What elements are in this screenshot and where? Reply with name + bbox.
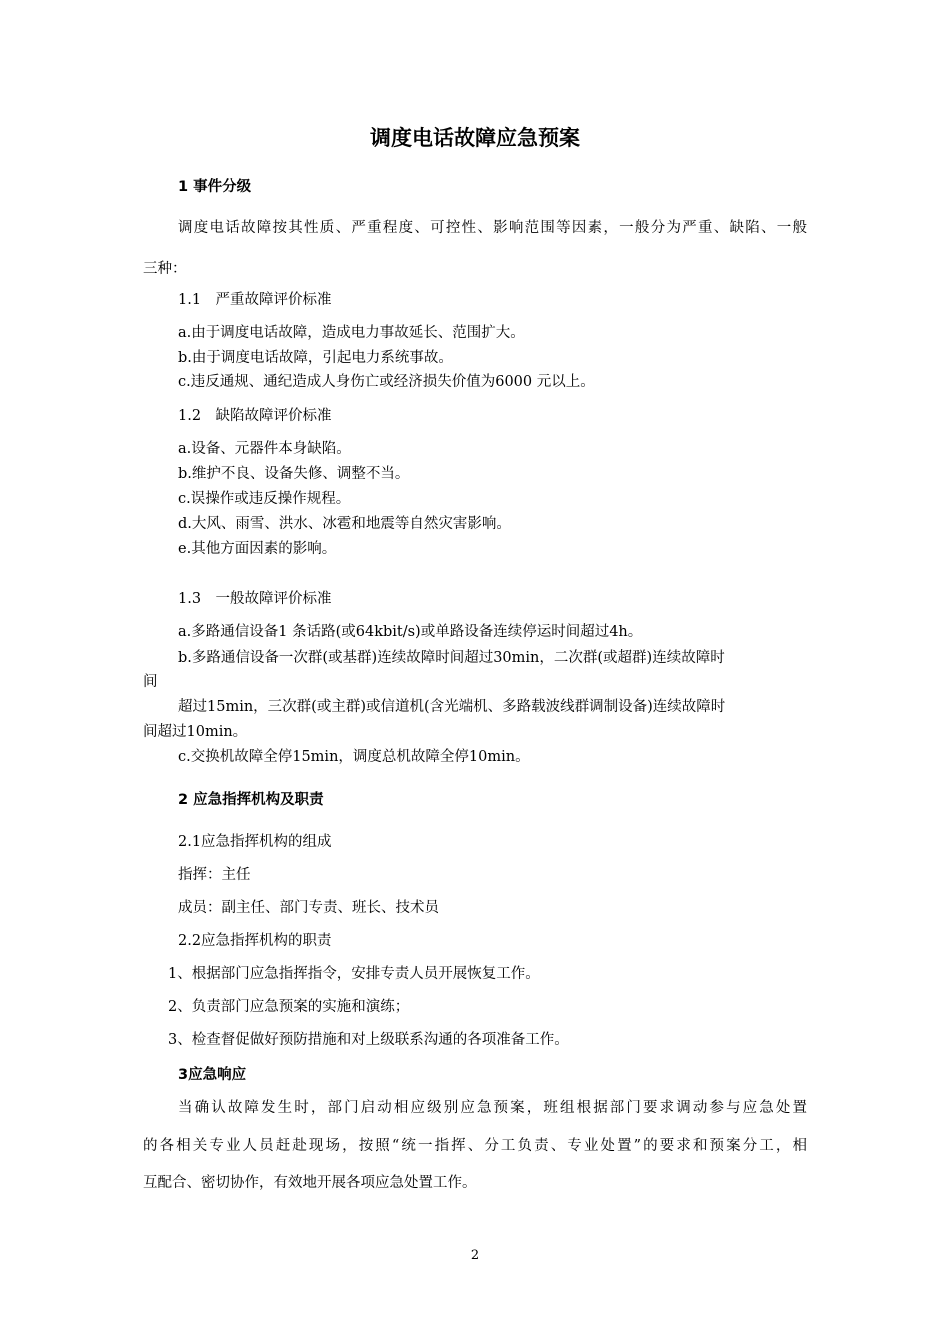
section-3-paragraph-line: 的各相关专业人员赶赴现场，按照“统一指挥、分工负责、专业处置”的要求和预案分工，相	[143, 1138, 807, 1154]
section-1-intro-line-1: 调度电话故障按其性质、严重程度、可控性、影响范围等因素，一般分为严重、缺陷、一般	[178, 220, 807, 236]
duty-item: 2、负责部门应急预案的实施和演练；	[168, 999, 410, 1015]
list-item: c.交换机故障全停15min，调度总机故障全停10min。	[178, 749, 530, 765]
list-item: d.大风、雨雪、洪水、冰雹和地震等自然灾害影响。	[178, 516, 511, 532]
document-title: 调度电话故障应急预案	[370, 126, 580, 150]
subsection-1-1-heading: 1.1 严重故障评价标准	[178, 292, 332, 308]
duty-item: 3、检查督促做好预防措施和对上级联系沟通的各项准备工作。	[168, 1032, 569, 1048]
subsection-2-1-heading: 2.1应急指挥机构的组成	[178, 834, 332, 850]
list-item: a.多路通信设备1 条话路(或64kbit/s)或单路设备连续停运时间超过4h。	[178, 624, 643, 640]
list-item: a.由于调度电话故障，造成电力事故延长、范围扩大。	[178, 325, 525, 341]
list-item: b.由于调度电话故障，引起电力系统事故。	[178, 350, 453, 366]
list-item: a.设备、元器件本身缺陷。	[178, 441, 351, 457]
section-3-heading: 3应急响应	[178, 1067, 247, 1083]
list-item-continuation: 超过15min，三次群(或主群)或信道机(含光端机、多路载波线群调制设备)连续故障时	[178, 699, 726, 715]
subsection-2-2-heading: 2.2应急指挥机构的职责	[178, 933, 332, 949]
list-item: b.维护不良、设备失修、调整不当。	[178, 466, 410, 482]
section-3-paragraph-line: 当确认故障发生时，部门启动相应级别应急预案，班组根据部门要求调动参与应急处置	[178, 1100, 807, 1116]
list-item: e.其他方面因素的影响。	[178, 541, 337, 557]
members-line: 成员：副主任、部门专责、班长、技术员	[178, 900, 439, 916]
list-item-continuation: 间超过10min。	[143, 724, 248, 740]
subsection-1-2-heading: 1.2 缺陷故障评价标准	[178, 408, 332, 424]
section-1-heading: 1 事件分级	[178, 179, 252, 195]
section-1-intro-line-2: 三种：	[143, 261, 187, 277]
list-item: c.误操作或违反操作规程。	[178, 491, 351, 507]
subsection-1-3-heading: 1.3 一般故障评价标准	[178, 591, 332, 607]
list-item-continuation: 间	[143, 674, 158, 690]
section-3-paragraph-line: 互配合、密切协作，有效地开展各项应急处置工作。	[143, 1175, 477, 1191]
page-number: 2	[470, 1248, 480, 1263]
section-2-heading: 2 应急指挥机构及职责	[178, 792, 324, 808]
list-item: c.违反通规、通纪造成人身伤亡或经济损失价值为6000 元以上。	[178, 374, 595, 390]
commander-line: 指挥：主任	[178, 867, 251, 883]
list-item: b.多路通信设备一次群(或基群)连续故障时间超过30min，二次群(或超群)连续故障时	[178, 650, 725, 666]
duty-item: 1、根据部门应急指挥指令，安排专责人员开展恢复工作。	[168, 966, 540, 982]
